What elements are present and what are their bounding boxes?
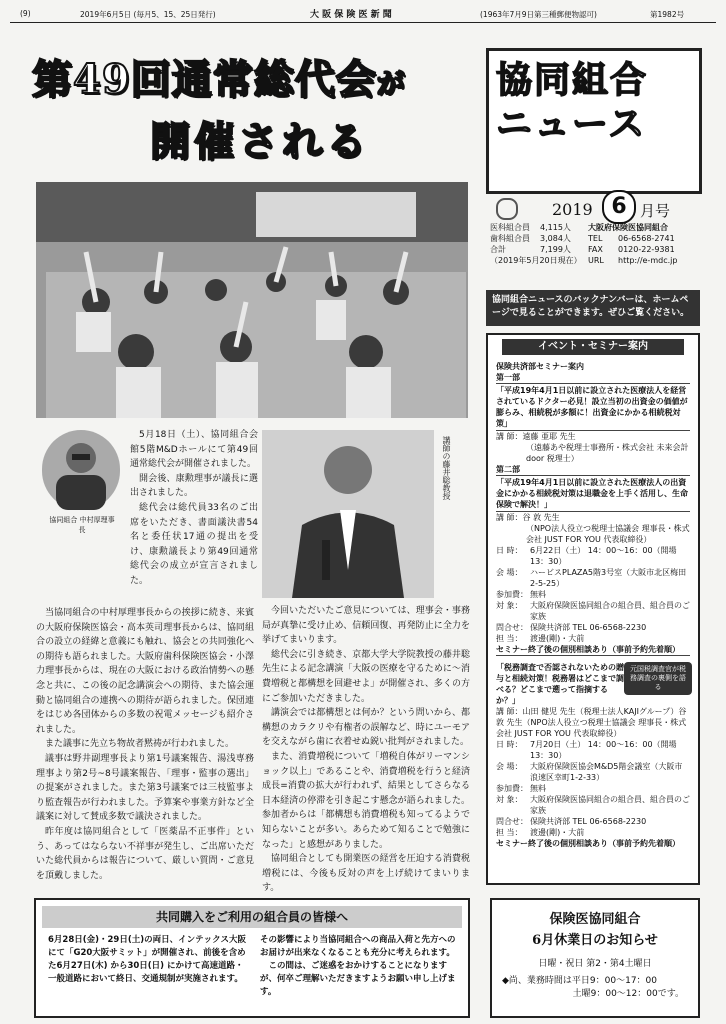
- issue-number: 第1982号: [650, 10, 685, 19]
- coop-logo-icon: [496, 198, 518, 220]
- joint-purchase-notice: [34, 898, 470, 1018]
- event-box: [486, 333, 700, 885]
- notice-title: 共同購入をご利用の組合員の皆様へ: [42, 906, 462, 928]
- issue-date-row: [492, 196, 702, 222]
- headline-line1: 第49回通常総代会が: [32, 56, 406, 103]
- org-name: 大阪府保険医協同組合: [588, 223, 668, 232]
- part2-title: 「平成19年4月1日以前に設立された医療法人の出資金にかかる相続税対策は退職金を上手く活用し、生命保険で解決！」: [496, 475, 690, 512]
- lecturer-caption: 講師の藤井聡教授: [442, 436, 451, 500]
- issue-month-suffix: 月号: [640, 202, 671, 220]
- seminar1: 保険共済部セミナー案内 第一部 「平成19年4月1日以前に設立された医療法人を経営されているドクター必見！設立当初の出資金の価値が膨らみ、相続税が多額に！出資金にかかる相続税対策」 講 師：遠藤 亜耶 先生 （遠藤あや税理士事務所・株式会社 未来会計door 税理士） 第二部 「平成19年4月1日以前に設立された医療法人の出資金にかかる相続税対策は退職金を上手く活用し、生命保険で解決！」 講 師：谷 敦 先生 （NPO法人役立つ税理士協議会 理事長・株式会社 JUST FOR YOU 代表取締役） 日 時： 6月22日（土） 14：00～16：00（開場 13：30） 会 場： ハービスPLAZA5階3号室（大阪市北区梅田2-5-25） 参加費： 無料 対 象： 大阪府保険医協同組合の組合員、組合員のご家族 問合せ： 保険共済部 TEL 06-6568-2230 担 当： 渡邊(剛)・大前 セミナー終了後の個別相談あり（事前予約先着順）: [496, 362, 690, 654]
- backnumber-note: 協同組合ニュースのバックナンバーは、ホームページで見ることができます。ぜひご覧ください。: [486, 290, 700, 326]
- page-number: (9): [20, 9, 31, 18]
- part1-title: 「平成19年4月1日以前に設立された医療法人を経営されているドクター必見！設立当初の出資金の価値が膨らみ、相続税が多額に！出資金にかかる相続税対策」: [496, 383, 690, 431]
- seminar2-title: 「税務調査で否認されないための贈与と相続対策！税務署はどこまで調べる？どこまで遡って指摘するか？」: [496, 663, 624, 705]
- newsletter-logo: 協同組合 ニュース: [496, 59, 649, 145]
- holiday-notice: 保険医協同組合 6月休業日のお知らせ 日曜・祝日 第2・第4土曜日 ◆尚、業務時間は平日9：00～17：00 土曜9：00～12：00です。: [490, 898, 700, 1018]
- lecturer-photo: [262, 430, 434, 598]
- seminar2: 「税務調査で否認されないための贈与と相続対策！税務署はどこまで調べる？どこまで遡って指摘するか？」 元国税調査官が税務調査の裏側を語る 講 師：山田 健児 先生（税理士法人KAJIグループ）谷 敦 先生（NPO法人役立つ税理士協議会 理事長・株式会社 JUST FOR YOU 代表取締役） 日 時： 7月20日（土） 14：00～16：00（開場 13：30） 会 場： 大阪府保険医協会M&D5階会議室（大阪市浪速区幸町1-2-33） 参加費： 無料 対 象： 大阪府保険医協同組合の組合員、組合員のご家族 問合せ： 保険共済部 TEL 06-6568-2230 担 当： 渡邊(剛)・大前 セミナー終了後の個別相談あり（事前予約先着順）: [496, 663, 690, 848]
- article-col1-top: 5月18日（土）、協同組合会館5階M&Dホールにて第49回通常総代会が開催されました。 開会後、康勲理事が議長に選出されました。 総代会は総代員33名のご出席をいただき、書面議決書54名と委任状17通の提出を受け、康勲議長より第49回通常総代会の成立が宣言されました。: [130, 430, 258, 586]
- notice-col1: 6月28日(金)・29日(土)の両日、インテックス大阪にて「G20大阪サミット」が開催され、前後を含めた6月27日(木) から30日(日) にかけて高速道路・一般道路において終日、交通規制が実施されます。: [48, 935, 247, 984]
- issue-year: 2019: [552, 200, 593, 219]
- event-box-title: イベント・セミナー案内: [502, 339, 684, 355]
- article-col1: 当協同組合の中村厚理事長からの挨拶に続き、来賓の大阪府保険医協会・高本英司理事長からは、協同組合の設立の経緯と意義にも触れ、協会との共同強化への期待も語られました。大阪府歯科保険医協会・小澤力理事長からは、現在の大阪における政治情勢への懸念と共に、この後の記念講演会への期待、また協会運動と協同組合の連携への期待が語られました。保団連をはじめ各団体からの多数の祝電メッセージも紹介されました。 また議事に先立ち物故者黙祷が行われました。 議事は野井副理事長より第1号議案報告、湯浅専務理事より第2号~8号議案報告、「理事・監事の選出」の提案がされました。また第3号議案では三枝監事より監査報告が行われました。予算案や事業方針など全議案に対して賛成多数で議決されました。 昨年度は協同組合として「医薬品不正事件」という、あってはならない不祥事が発生し、ご出席いただいた総代員からは報告について、厳しい質問・ご意見を頂戴しました。: [36, 608, 254, 881]
- publish-date: 2019年6月5日 (毎月5、15、25日発行): [80, 10, 216, 19]
- notice-col2: その影響により当協同組合への商品入荷と先方へのお届けが出来なくなることも充分に考えられます。 この間は、ご迷惑をおかけすることになりますが、何卒ご理解いただきますようお願い申し上げます。: [260, 935, 456, 997]
- postal-license: (1963年7月9日第三種郵便物認可): [480, 10, 597, 19]
- page-header: [10, 6, 716, 23]
- chair-portrait: [42, 430, 120, 510]
- headline-line2: 開催される: [150, 118, 370, 165]
- issue-month: 6: [602, 190, 636, 224]
- homepage-link[interactable]: http://e-mdc.jp: [618, 256, 678, 265]
- article-col2: 今回いただいたご意見については、理事会・事務局が真摯に受け止め、信頼回復、再発防止に全力を挙げてまいります。 総代会に引き続き、京都大学大学院教授の藤井聡先生による記念講演「大阪の医療を守るために～消費増税と都構想を回避せよ」が開催され、多くの方にご参加いただきました。 講演会では都構想とは何か？という問いから、都構想のカラクリや有権者の誤解など、時にユーモアを交えながら歯に衣着せぬ鋭い批判がされました。 また、消費増税について「増税自体がリーマンショック以上」であることや、消費増税を行うと経済成長=消費の拡大が行われず、結果としてさらなる日本経済の停滞を引き起こす懸念が語られました。参加者からは「都構想も消費増税も知ってるようで知らないことが多い。あらためて知ることで勉強になった」と感想がありました。 協同組合としても開業医の経営を圧迫する消費税増税には、今後も反対の声を上げ続けてまいります。: [262, 606, 470, 894]
- seminar2-badge: 元国税調査官が税務調査の裏側を語る: [624, 662, 692, 695]
- paper-name: 大 阪 保 険 医 新 聞: [310, 10, 392, 20]
- chair-caption: 協同組合 中村厚理事長: [49, 516, 115, 534]
- meeting-photo: [36, 182, 468, 418]
